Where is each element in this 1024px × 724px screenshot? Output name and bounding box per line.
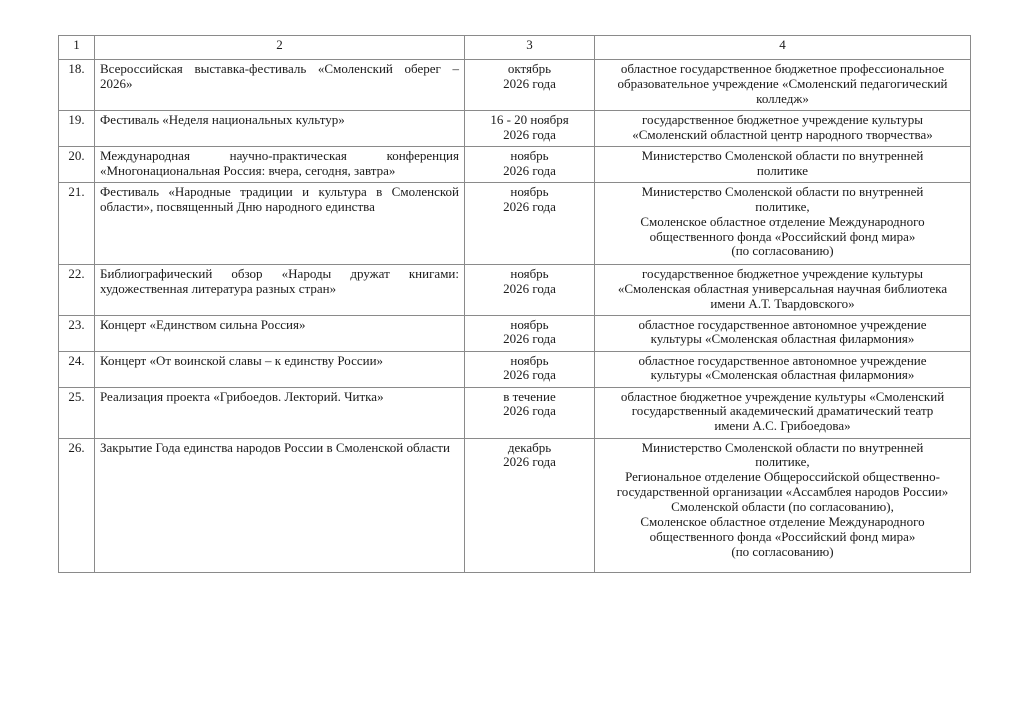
organization-line: государственное бюджетное учреждение культуры [642,111,923,127]
column-header-1: 1 [59,36,95,60]
event-name: Всероссийская выставка-фестиваль «Смоленский оберег – 2026» [95,60,465,111]
organization-line: общественного фонда «Российский фонд мира» [649,529,916,545]
events-table [58,35,971,573]
event-date [465,387,595,438]
organization-line: областное государственное автономное учреждение [638,316,927,332]
table-row [59,146,971,182]
organization-line: культуры «Смоленская областная филармония» [650,367,915,383]
event-date-line: ноябрь [510,265,549,281]
row-number: 18. [59,60,95,111]
table-container [58,35,970,573]
event-date-line: 16 - 20 ноября [490,111,569,127]
event-date-line: 2026 года [503,367,556,383]
event-date-line: в течение [503,388,556,404]
responsible-organization [595,387,971,438]
table-row [59,315,971,351]
organization-line: (по согласованию) [731,544,834,560]
organization-line: «Смоленская областная универсальная научная библиотека [617,280,948,296]
table-row [59,182,971,264]
organization-line: «Смоленский областной центр народного творчества» [632,126,933,142]
event-date-line: ноябрь [510,147,549,163]
event-date [465,182,595,264]
event-date-line: 2026 года [503,280,556,296]
table-body [59,36,971,573]
organization-line: государственное бюджетное учреждение культуры [642,265,923,281]
event-date-line: 2026 года [503,75,556,91]
event-name: Закрытие Года единства народов России в Смоленской области [95,438,465,572]
table-row [59,110,971,146]
organization-line: (по согласованию) [731,243,834,259]
row-number: 20. [59,146,95,182]
event-date-line: ноябрь [510,316,549,332]
organization-line: Министерство Смоленской области по внутренней [641,183,924,199]
row-number: 23. [59,315,95,351]
organization-line: культуры «Смоленская областная филармония» [650,331,915,347]
row-number: 26. [59,438,95,572]
organization-line: государственный академический драматический театр [631,403,934,419]
event-date-line: 2026 года [503,331,556,347]
event-date [465,315,595,351]
responsible-organization [595,110,971,146]
organization-line: колледж» [756,90,809,106]
event-date [465,60,595,111]
event-date-line: 2026 года [503,403,556,419]
column-header-4: 4 [595,36,971,60]
row-number: 19. [59,110,95,146]
organization-line: Смоленской области (по согласованию), [671,499,894,515]
responsible-organization [595,182,971,264]
event-name: Концерт «От воинской славы – к единству России» [95,351,465,387]
event-name: Концерт «Единством сильна Россия» [95,315,465,351]
event-date-line: 2026 года [503,198,556,214]
row-number: 25. [59,387,95,438]
table-row [59,351,971,387]
table-row [59,60,971,111]
column-header-3: 3 [465,36,595,60]
organization-line: Министерство Смоленской области по внутренней [641,439,924,455]
event-date [465,146,595,182]
organization-line: политике, [755,198,810,214]
organization-line: имени А.С. Грибоедова» [714,418,851,434]
responsible-organization [595,60,971,111]
organization-line: политике [756,162,809,178]
organization-line: областное государственное автономное учреждение [638,352,927,368]
table-header-row [59,36,971,60]
event-date [465,438,595,572]
event-date [465,264,595,315]
event-date-line: 2026 года [503,126,556,142]
row-number: 22. [59,264,95,315]
organization-line: областное государственное бюджетное профессиональное [620,61,945,76]
event-date-line: октябрь [507,61,552,76]
event-date [465,351,595,387]
organization-line: политике, [755,454,810,470]
event-name: Библиографический обзор «Народы дружат книгами: художественная литература разных стран» [95,264,465,315]
organization-line: государственной организации «Ассамблея народов России» [616,484,949,500]
responsible-organization [595,438,971,572]
table-row [59,438,971,572]
event-date-line: 2026 года [503,162,556,178]
row-number: 24. [59,351,95,387]
responsible-organization [595,351,971,387]
event-name: Фестиваль «Неделя национальных культур» [95,110,465,146]
responsible-organization [595,315,971,351]
event-date [465,110,595,146]
organization-line: Региональное отделение Общероссийской общественно- [625,469,940,485]
organization-line: Смоленское областное отделение Международного [640,213,925,229]
event-date-line: ноябрь [510,183,549,199]
event-date-line: декабрь [507,439,552,455]
responsible-organization [595,146,971,182]
organization-line: образовательное учреждение «Смоленский педагогический [617,75,948,91]
row-number: 21. [59,182,95,264]
organization-line: общественного фонда «Российский фонд мира» [649,228,916,244]
event-date-line: 2026 года [503,454,556,470]
column-header-2: 2 [95,36,465,60]
table-row [59,387,971,438]
table-row [59,264,971,315]
organization-line: областное бюджетное учреждение культуры «Смоленский [620,388,945,404]
event-name: Международная научно-практическая конференция «Многонациональная Россия: вчера, сегодня, завтра» [95,146,465,182]
event-name: Фестиваль «Народные традиции и культура в Смоленской области», посвященный Дню народного единства [95,182,465,264]
organization-line: Смоленское областное отделение Международного [640,514,925,530]
event-date-line: ноябрь [510,352,549,368]
organization-line: Министерство Смоленской области по внутренней [641,147,924,163]
organization-line: имени А.Т. Твардовского» [710,295,855,311]
responsible-organization [595,264,971,315]
event-name: Реализация проекта «Грибоедов. Лекторий. Читка» [95,387,465,438]
